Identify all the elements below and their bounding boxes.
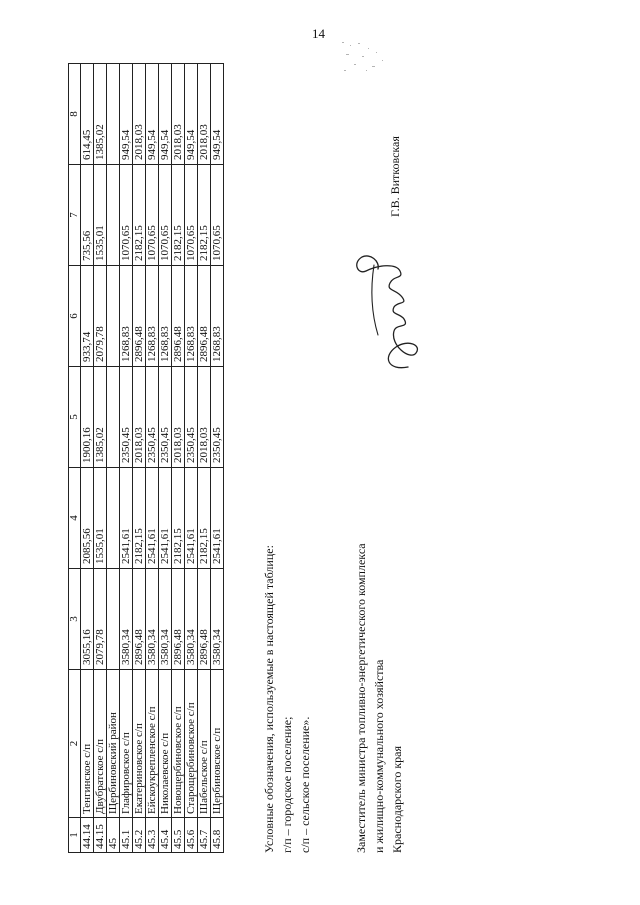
value-cell: 1268,83 — [211, 266, 224, 367]
value-cell: 2182,15 — [172, 165, 185, 266]
table-header-row — [69, 64, 81, 853]
column-number-cell: 6 — [69, 266, 81, 367]
settlement-name-cell: Новощербиновское с/п — [172, 670, 185, 818]
value-cell: 2182,15 — [198, 165, 211, 266]
value-cell: 1900,16 — [81, 367, 94, 468]
value-cell: 2541,61 — [120, 468, 133, 569]
value-cell: 949,54 — [185, 64, 198, 165]
value-cell: 2350,45 — [211, 367, 224, 468]
value-cell — [107, 367, 120, 468]
value-cell: 2541,61 — [159, 468, 172, 569]
value-cell: 2182,15 — [133, 468, 146, 569]
settlement-name-cell: Старощербиновское с/п — [185, 670, 198, 818]
value-cell: 2896,48 — [172, 266, 185, 367]
table-row — [159, 64, 172, 853]
value-cell: 3580,34 — [211, 569, 224, 670]
value-cell — [107, 266, 120, 367]
column-number-cell: 8 — [69, 64, 81, 165]
value-cell: 3580,34 — [159, 569, 172, 670]
value-cell: 2085,56 — [81, 468, 94, 569]
value-cell: 2018,03 — [172, 64, 185, 165]
column-number-cell: 1 — [69, 818, 81, 853]
value-cell: 1268,83 — [146, 266, 159, 367]
table-row — [120, 64, 133, 853]
value-cell: 3580,34 — [146, 569, 159, 670]
table-row — [107, 64, 120, 853]
column-number-cell: 3 — [69, 569, 81, 670]
column-number-cell: 4 — [69, 468, 81, 569]
table-row — [185, 64, 198, 853]
value-cell: 2018,03 — [133, 367, 146, 468]
value-cell: 2350,45 — [146, 367, 159, 468]
value-cell: 933,74 — [81, 266, 94, 367]
value-cell — [107, 569, 120, 670]
row-number-cell: 45.5 — [172, 818, 185, 853]
handwritten-signature — [338, 245, 434, 375]
value-cell: 735,56 — [81, 165, 94, 266]
table-row — [172, 64, 185, 853]
value-cell — [107, 165, 120, 266]
value-cell: 1535,01 — [94, 165, 107, 266]
table-row — [94, 64, 107, 853]
value-cell: 949,54 — [159, 64, 172, 165]
signer-position-line: Краснодарского края — [390, 745, 404, 853]
value-cell — [107, 64, 120, 165]
table-row — [211, 64, 224, 853]
settlement-name-cell: Шабельское с/п — [198, 670, 211, 818]
table-row — [133, 64, 146, 853]
signer-position-line: и жилищно-коммунального хозяйства — [372, 659, 386, 853]
settlement-name-cell: Щербиновское с/п — [211, 670, 224, 818]
row-number-cell: 45.7 — [198, 818, 211, 853]
value-cell: 2018,03 — [198, 367, 211, 468]
row-number-cell: 45.8 — [211, 818, 224, 853]
column-number-cell: 7 — [69, 165, 81, 266]
value-cell: 2079,78 — [94, 266, 107, 367]
row-number-cell: 45.1 — [120, 818, 133, 853]
signer-position — [352, 543, 406, 853]
value-cell: 2018,03 — [198, 64, 211, 165]
signer-name: Г.В. Витковская — [388, 136, 402, 217]
row-number-cell: 45.6 — [185, 818, 198, 853]
row-number-cell: 44.15 — [94, 818, 107, 853]
value-cell: 949,54 — [146, 64, 159, 165]
value-cell: 1070,65 — [211, 165, 224, 266]
value-cell: 949,54 — [211, 64, 224, 165]
row-number-cell: 45.3 — [146, 818, 159, 853]
value-cell: 2018,03 — [133, 64, 146, 165]
value-cell: 1070,65 — [185, 165, 198, 266]
value-cell: 2018,03 — [172, 367, 185, 468]
page-number: 14 — [312, 26, 325, 41]
notes-block — [260, 545, 314, 853]
value-cell: 1268,83 — [159, 266, 172, 367]
settlement-name-cell: Двубратское с/п — [94, 670, 107, 818]
value-cell: 2541,61 — [146, 468, 159, 569]
value-cell — [107, 468, 120, 569]
value-cell: 1268,83 — [185, 266, 198, 367]
value-cell: 1268,83 — [120, 266, 133, 367]
notes-title: Условные обозначения, используемые в настоящей таблице: — [262, 545, 276, 853]
table-row — [81, 64, 94, 853]
value-cell: 2182,15 — [198, 468, 211, 569]
note-item: с/п – сельское поселение». — [298, 716, 312, 853]
row-number-cell: 45.4 — [159, 818, 172, 853]
column-number-cell: 5 — [69, 367, 81, 468]
row-number-cell: 44.14 — [81, 818, 94, 853]
value-cell: 2896,48 — [198, 569, 211, 670]
value-cell: 2896,48 — [133, 266, 146, 367]
value-cell: 2896,48 — [133, 569, 146, 670]
settlement-name-cell: Щербиновский район — [107, 670, 120, 818]
settlement-name-cell: Ейскоукрепленское с/п — [146, 670, 159, 818]
value-cell: 3055,16 — [81, 569, 94, 670]
table-row — [198, 64, 211, 853]
value-cell: 2182,15 — [133, 165, 146, 266]
value-cell: 1070,65 — [120, 165, 133, 266]
value-cell: 2079,78 — [94, 569, 107, 670]
value-cell: 2541,61 — [185, 468, 198, 569]
value-cell: 1070,65 — [159, 165, 172, 266]
value-cell: 2541,61 — [211, 468, 224, 569]
row-number-cell: 45.2 — [133, 818, 146, 853]
value-cell: 949,54 — [120, 64, 133, 165]
row-number-cell: 45 — [107, 818, 120, 853]
column-number-cell: 2 — [69, 670, 81, 818]
value-cell: 2350,45 — [159, 367, 172, 468]
settlement-name-cell: Екатериновское с/п — [133, 670, 146, 818]
value-cell: 1070,65 — [146, 165, 159, 266]
value-cell: 614,45 — [81, 64, 94, 165]
settlement-name-cell: Глафировское с/п — [120, 670, 133, 818]
value-cell: 2896,48 — [172, 569, 185, 670]
value-cell: 1535,01 — [94, 468, 107, 569]
value-cell: 3580,34 — [120, 569, 133, 670]
tariff-table-body — [69, 64, 224, 853]
settlement-name-cell: Николаевское с/п — [159, 670, 172, 818]
value-cell: 2350,45 — [185, 367, 198, 468]
tariff-table — [68, 63, 224, 853]
settlement-name-cell: Тенгинское с/п — [81, 670, 94, 818]
value-cell: 2350,45 — [120, 367, 133, 468]
note-item: г/п – городское поселение; — [280, 716, 294, 853]
signer-position-line: Заместитель министра топливно-энергетического комплекса — [354, 543, 368, 853]
value-cell: 1385,02 — [94, 367, 107, 468]
value-cell: 3580,34 — [185, 569, 198, 670]
table-row — [146, 64, 159, 853]
value-cell: 2896,48 — [198, 266, 211, 367]
value-cell: 2182,15 — [172, 468, 185, 569]
value-cell: 1385,02 — [94, 64, 107, 165]
